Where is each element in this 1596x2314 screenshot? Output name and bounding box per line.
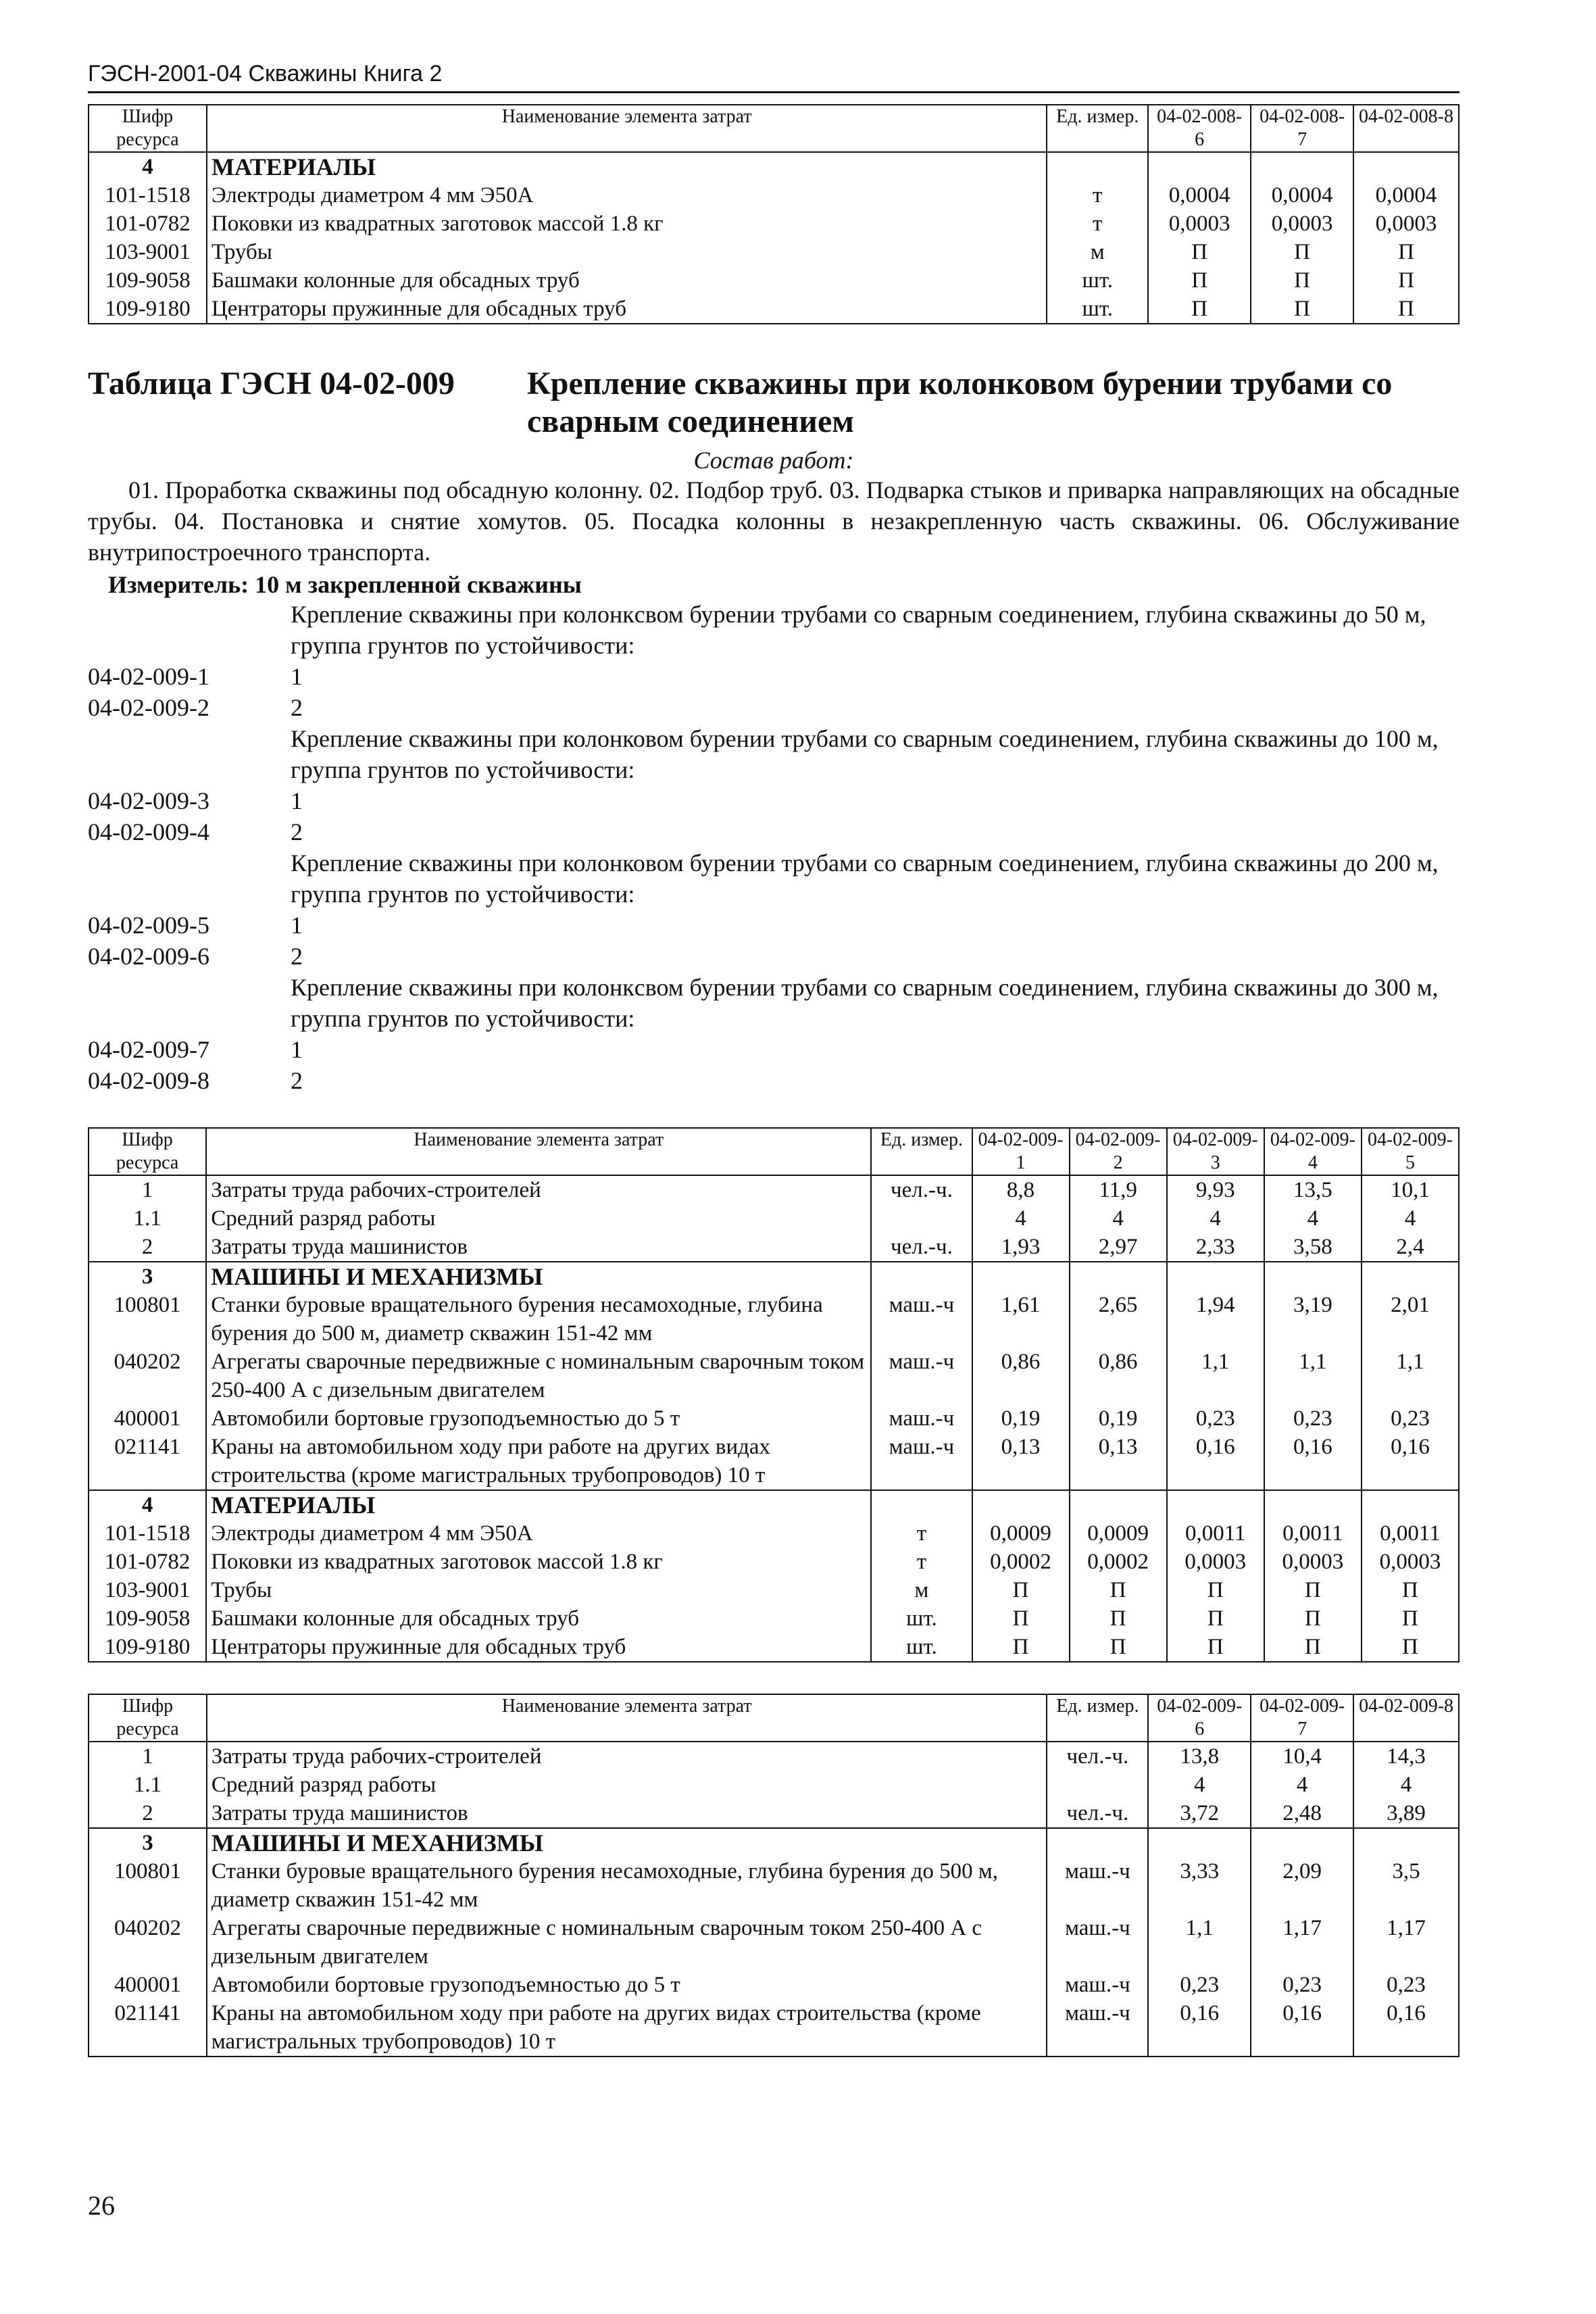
norm-value: 1,1 xyxy=(1167,1348,1264,1404)
cost-element-name: Автомобили бортовые грузоподъемностью до 5 т xyxy=(207,1971,1047,1999)
norm-code: 04-02-009-5 xyxy=(88,912,209,939)
norm-value xyxy=(1070,1262,1167,1291)
column-header: 04-02-009-8 xyxy=(1353,1694,1459,1742)
unit xyxy=(1047,152,1148,181)
norm-value: П xyxy=(1070,1576,1167,1604)
table-row xyxy=(89,238,1459,266)
table-row xyxy=(89,1999,1459,2057)
table-row xyxy=(89,1633,1459,1662)
cost-element-name: Станки буровые вращательного бурения несамоходные, глубина бурения до 500 м, диаметр скважин 151-42 мм xyxy=(207,1857,1047,1914)
column-header: Наименование элемента затрат xyxy=(207,105,1047,152)
table-row xyxy=(89,1771,1459,1799)
cost-element-name: Поковки из квадратных заготовок массой 1.8 кг xyxy=(207,210,1047,238)
resource-code: 1.1 xyxy=(89,1204,206,1233)
norm-value: 0,16 xyxy=(1362,1433,1459,1490)
unit: т xyxy=(1047,210,1148,238)
norm-value xyxy=(1264,1262,1362,1291)
sostav-label: Состав работ: xyxy=(693,447,854,474)
column-header: Наименование элемента затрат xyxy=(206,1128,871,1175)
column-header: 04-02-009-7 xyxy=(1251,1694,1353,1742)
norm-groups xyxy=(88,599,1460,1096)
resource-code: 109-9058 xyxy=(89,1604,206,1633)
table-row xyxy=(89,295,1459,324)
norm-value: П xyxy=(972,1576,1070,1604)
section-title xyxy=(88,365,1460,441)
works-list: 01. Проработка скважины под обсадную колонну. 02. Подбор труб. 03. Подварка стыков и приварка направляющих на обсадные трубы. 04. Постановка и снятие хомутов. 05. Посадка колонны в незакрепленную часть скважины. 06. Обслуживание внутрипостроечного транспорта. xyxy=(88,476,1460,566)
table-row xyxy=(89,1857,1459,1914)
norm-value: П xyxy=(1148,238,1251,266)
unit: т xyxy=(871,1519,972,1548)
norm-value: 3,72 xyxy=(1148,1799,1251,1828)
norm-value: 13,8 xyxy=(1148,1742,1251,1771)
norm-value: 9,93 xyxy=(1167,1175,1264,1204)
norm-value: 0,13 xyxy=(972,1433,1070,1490)
unit: т xyxy=(1047,181,1148,210)
table-title: Крепление скважины при колонковом бурении трубами со сварным соединением xyxy=(527,366,1393,439)
norm-value: 0,86 xyxy=(972,1348,1070,1404)
group-description: Крепление скважины при колонковом бурении трубами со сварным соединением, глубина скважины до 200 м, группа грунтов по устойчивости: xyxy=(291,850,1439,908)
norm-value: 0,19 xyxy=(1070,1404,1167,1433)
norm-value: 0,0003 xyxy=(1167,1548,1264,1576)
norm-value: 10,1 xyxy=(1362,1175,1459,1204)
table-row xyxy=(89,1519,1459,1548)
norm-value: 0,0004 xyxy=(1251,181,1353,210)
resource-code: 3 xyxy=(89,1828,207,1857)
table-row xyxy=(89,1914,1459,1971)
table-row xyxy=(89,1828,1459,1857)
column-header: Ед. измер. xyxy=(871,1128,972,1175)
norm-value: 1,1 xyxy=(1362,1348,1459,1404)
norm-value: П xyxy=(1264,1604,1362,1633)
norm-code-line xyxy=(88,1065,1460,1096)
norm-value: 2,97 xyxy=(1070,1233,1167,1262)
resource-code: 400001 xyxy=(89,1971,207,1999)
unit: маш.-ч xyxy=(871,1433,972,1490)
norm-value: 4 xyxy=(1264,1204,1362,1233)
norm-value: 0,0009 xyxy=(972,1519,1070,1548)
norm-value: П xyxy=(1251,266,1353,295)
column-header: 04-02-009-6 xyxy=(1148,1694,1251,1742)
soil-group: 2 xyxy=(291,694,303,721)
resource-code: 109-9180 xyxy=(89,295,207,324)
norm-value: П xyxy=(1353,295,1459,324)
resource-code: 101-1518 xyxy=(89,1519,206,1548)
column-header: Ед. измер. xyxy=(1047,1694,1148,1742)
cost-element-name: Башмаки колонные для обсадных труб xyxy=(206,1604,871,1633)
norm-value: П xyxy=(1251,238,1353,266)
table-row xyxy=(89,1291,1459,1348)
resource-table-009-1-5 xyxy=(88,1127,1460,1663)
norm-value xyxy=(1148,152,1251,181)
norm-code: 04-02-009-1 xyxy=(88,663,209,690)
column-header: 04-02-008-7 xyxy=(1251,105,1353,152)
cost-element-name: Агрегаты сварочные передвижные с номинальным сварочным током 250-400 А с дизельным двигателем xyxy=(206,1348,871,1404)
norm-value: 3,33 xyxy=(1148,1857,1251,1914)
resource-code: 100801 xyxy=(89,1857,207,1914)
norm-value: 1,1 xyxy=(1264,1348,1362,1404)
table-row xyxy=(89,1799,1459,1828)
norm-value: 0,0003 xyxy=(1251,210,1353,238)
norm-value xyxy=(1362,1262,1459,1291)
norm-value: 1,1 xyxy=(1148,1914,1251,1971)
unit: маш.-ч xyxy=(1047,1971,1148,1999)
norm-value: 2,4 xyxy=(1362,1233,1459,1262)
unit xyxy=(1047,1828,1148,1857)
unit: маш.-ч xyxy=(871,1291,972,1348)
norm-value: 0,0003 xyxy=(1148,210,1251,238)
norm-value: П xyxy=(972,1604,1070,1633)
norm-value: 0,0003 xyxy=(1362,1548,1459,1576)
norm-code-line xyxy=(88,816,1460,847)
table-row xyxy=(89,1404,1459,1433)
soil-group: 1 xyxy=(291,663,303,690)
cost-element-name: Центраторы пружинные для обсадных труб xyxy=(206,1633,871,1662)
norm-value xyxy=(1167,1490,1264,1519)
unit: шт. xyxy=(1047,295,1148,324)
norm-value: П xyxy=(1251,295,1353,324)
norm-value: 3,19 xyxy=(1264,1291,1362,1348)
table-row xyxy=(89,1233,1459,1262)
unit: шт. xyxy=(871,1604,972,1633)
norm-value: П xyxy=(1167,1576,1264,1604)
norm-value xyxy=(972,1262,1070,1291)
norm-code-line xyxy=(88,661,1460,692)
norm-value: П xyxy=(972,1633,1070,1662)
unit xyxy=(871,1262,972,1291)
norm-value xyxy=(1264,1490,1362,1519)
column-header: 04-02-009-4 xyxy=(1264,1128,1362,1175)
norm-code: 04-02-009-3 xyxy=(88,787,209,814)
column-header: Шифр ресурса xyxy=(89,1128,206,1175)
norm-value: 2,33 xyxy=(1167,1233,1264,1262)
norm-value: П xyxy=(1167,1604,1264,1633)
resource-code: 021141 xyxy=(89,1999,207,2057)
table-row xyxy=(89,1433,1459,1490)
cost-element-name: Краны на автомобильном ходу при работе на других видах строительства (кроме магистральных трубопроводов) 10 т xyxy=(206,1433,871,1490)
table-row xyxy=(89,1490,1459,1519)
table-row xyxy=(89,1742,1459,1771)
norm-value: П xyxy=(1148,266,1251,295)
norm-value: 0,16 xyxy=(1251,1999,1353,2057)
resource-code: 4 xyxy=(89,152,207,181)
unit: маш.-ч xyxy=(1047,1857,1148,1914)
norm-value: 1,17 xyxy=(1251,1914,1353,1971)
norm-value: 0,23 xyxy=(1148,1971,1251,1999)
resource-code: 021141 xyxy=(89,1433,206,1490)
resource-code: 1 xyxy=(89,1175,206,1204)
table-row xyxy=(89,1548,1459,1576)
norm-value: 0,0009 xyxy=(1070,1519,1167,1548)
column-header: Шифр ресурса xyxy=(89,1694,207,1742)
cost-element-name: Поковки из квадратных заготовок массой 1.8 кг xyxy=(206,1548,871,1576)
resource-code: 2 xyxy=(89,1233,206,1262)
column-header: Наименование элемента затрат xyxy=(207,1694,1047,1742)
norm-value: 4 xyxy=(1353,1771,1459,1799)
unit: шт. xyxy=(1047,266,1148,295)
cost-element-name: МАТЕРИАЛЫ xyxy=(207,152,1047,181)
norm-value: 0,0011 xyxy=(1264,1519,1362,1548)
table-row xyxy=(89,1576,1459,1604)
unit: чел.-ч. xyxy=(871,1233,972,1262)
cost-element-name: Затраты труда машинистов xyxy=(207,1799,1047,1828)
cost-element-name: МАШИНЫ И МЕХАНИЗМЫ xyxy=(207,1828,1047,1857)
cost-element-name: Затраты труда машинистов xyxy=(206,1233,871,1262)
norm-value: 13,5 xyxy=(1264,1175,1362,1204)
column-header: 04-02-009-2 xyxy=(1070,1128,1167,1175)
group-description: Крепление скважины при колонкcвом бурении трубами со сварным соединением, глубина скважины до 300 м, группа грунтов по устойчивости: xyxy=(291,974,1439,1032)
norm-value xyxy=(1167,1262,1264,1291)
unit: т xyxy=(871,1548,972,1576)
unit: маш.-ч xyxy=(871,1404,972,1433)
header-row xyxy=(89,1694,1459,1742)
norm-value: 0,23 xyxy=(1167,1404,1264,1433)
norm-value: 14,3 xyxy=(1353,1742,1459,1771)
unit xyxy=(871,1204,972,1233)
norm-value: 0,0004 xyxy=(1353,181,1459,210)
norm-value xyxy=(972,1490,1070,1519)
resource-code: 3 xyxy=(89,1262,206,1291)
norm-value: 1,94 xyxy=(1167,1291,1264,1348)
norm-value: 0,0011 xyxy=(1362,1519,1459,1548)
norm-value: 0,16 xyxy=(1264,1433,1362,1490)
unit: шт. xyxy=(871,1633,972,1662)
norm-value: 2,65 xyxy=(1070,1291,1167,1348)
norm-value: 4 xyxy=(972,1204,1070,1233)
norm-value: П xyxy=(1362,1604,1459,1633)
resource-code: 100801 xyxy=(89,1291,206,1348)
resource-code: 101-0782 xyxy=(89,1548,206,1576)
unit: чел.-ч. xyxy=(1047,1742,1148,1771)
table-label: Таблица ГЭСН 04-02-009 xyxy=(88,366,455,401)
norm-value: 1,61 xyxy=(972,1291,1070,1348)
unit: маш.-ч xyxy=(871,1348,972,1404)
norm-code-line xyxy=(88,1034,1460,1065)
norm-value: 0,13 xyxy=(1070,1433,1167,1490)
norm-value: 1,17 xyxy=(1353,1914,1459,1971)
norm-value: П xyxy=(1353,238,1459,266)
table-row xyxy=(89,266,1459,295)
norm-value: 3,89 xyxy=(1353,1799,1459,1828)
norm-value: 0,23 xyxy=(1264,1404,1362,1433)
resource-table-008 xyxy=(88,104,1460,324)
norm-code: 04-02-009-4 xyxy=(88,818,209,845)
norm-code-line xyxy=(88,941,1460,972)
soil-group: 1 xyxy=(291,787,303,814)
norm-value: П xyxy=(1148,295,1251,324)
norm-value: 0,19 xyxy=(972,1404,1070,1433)
norm-code: 04-02-009-8 xyxy=(88,1067,209,1094)
cost-element-name: Средний разряд работы xyxy=(206,1204,871,1233)
column-header: 04-02-009-3 xyxy=(1167,1128,1264,1175)
norm-value: 4 xyxy=(1362,1204,1459,1233)
unit: маш.-ч xyxy=(1047,1914,1148,1971)
cost-element-name: Затраты труда рабочих-строителей xyxy=(206,1175,871,1204)
norm-value: П xyxy=(1167,1633,1264,1662)
cost-element-name: Центраторы пружинные для обсадных труб xyxy=(207,295,1047,324)
norm-value: 4 xyxy=(1070,1204,1167,1233)
column-header: 04-02-008-6 xyxy=(1148,105,1251,152)
cost-element-name: Агрегаты сварочные передвижные с номинальным сварочным током 250-400 А с дизельным двигателем xyxy=(207,1914,1047,1971)
soil-group: 2 xyxy=(291,1067,303,1094)
norm-value: 0,0003 xyxy=(1264,1548,1362,1576)
page xyxy=(88,61,1460,2057)
norm-value: 0,23 xyxy=(1353,1971,1459,1999)
cost-element-name: Башмаки колонные для обсадных труб xyxy=(207,266,1047,295)
unit: м xyxy=(1047,238,1148,266)
cost-element-name: Средний разряд работы xyxy=(207,1771,1047,1799)
soil-group: 1 xyxy=(291,912,303,939)
norm-code: 04-02-009-6 xyxy=(88,943,209,970)
norm-value xyxy=(1070,1490,1167,1519)
norm-value: П xyxy=(1264,1576,1362,1604)
norm-value: 0,23 xyxy=(1362,1404,1459,1433)
norm-value: П xyxy=(1362,1633,1459,1662)
unit xyxy=(1047,1771,1148,1799)
norm-value: 11,9 xyxy=(1070,1175,1167,1204)
norm-value: 2,01 xyxy=(1362,1291,1459,1348)
header-row xyxy=(89,1128,1459,1175)
norm-value: П xyxy=(1353,266,1459,295)
unit xyxy=(871,1490,972,1519)
resource-code: 1 xyxy=(89,1742,207,1771)
norm-code: 04-02-009-2 xyxy=(88,694,209,721)
table-row xyxy=(89,1204,1459,1233)
norm-value xyxy=(1353,1828,1459,1857)
resource-code: 2 xyxy=(89,1799,207,1828)
resource-code: 109-9180 xyxy=(89,1633,206,1662)
table-row xyxy=(89,1175,1459,1204)
norm-value: П xyxy=(1070,1604,1167,1633)
norm-value xyxy=(1353,152,1459,181)
cost-element-name: МАШИНЫ И МЕХАНИЗМЫ xyxy=(206,1262,871,1291)
table-row xyxy=(89,181,1459,210)
cost-element-name: Электроды диаметром 4 мм Э50А xyxy=(206,1519,871,1548)
norm-value xyxy=(1251,1828,1353,1857)
unit: маш.-ч xyxy=(1047,1999,1148,2057)
meter: Измеритель: 10 м закрепленной скважины xyxy=(108,571,582,598)
cost-element-name: Станки буровые вращательного бурения несамоходные, глубина бурения до 500 м, диаметр скважин 151-42 мм xyxy=(206,1291,871,1348)
norm-value: 3,58 xyxy=(1264,1233,1362,1262)
norm-value: 4 xyxy=(1167,1204,1264,1233)
resource-code: 4 xyxy=(89,1490,206,1519)
norm-value: 0,0004 xyxy=(1148,181,1251,210)
resource-code: 400001 xyxy=(89,1404,206,1433)
unit: чел.-ч. xyxy=(1047,1799,1148,1828)
norm-value xyxy=(1251,152,1353,181)
norm-value: 8,8 xyxy=(972,1175,1070,1204)
cost-element-name: Затраты труда рабочих-строителей xyxy=(207,1742,1047,1771)
table-row xyxy=(89,152,1459,181)
norm-value: 10,4 xyxy=(1251,1742,1353,1771)
resource-code: 109-9058 xyxy=(89,266,207,295)
column-header: Ед. измер. xyxy=(1047,105,1148,152)
norm-code-line xyxy=(88,692,1460,723)
unit: м xyxy=(871,1576,972,1604)
cost-element-name: Электроды диаметром 4 мм Э50А xyxy=(207,181,1047,210)
norm-value: 0,16 xyxy=(1148,1999,1251,2057)
norm-value xyxy=(1148,1828,1251,1857)
soil-group: 2 xyxy=(291,818,303,845)
norm-value: 0,16 xyxy=(1353,1999,1459,2057)
table-row xyxy=(89,1604,1459,1633)
norm-value: 0,0002 xyxy=(1070,1548,1167,1576)
resource-code: 103-9001 xyxy=(89,1576,206,1604)
table-row xyxy=(89,1348,1459,1404)
norm-value: П xyxy=(1264,1633,1362,1662)
norm-value: 2,48 xyxy=(1251,1799,1353,1828)
column-header: 04-02-009-5 xyxy=(1362,1128,1459,1175)
resource-code: 101-0782 xyxy=(89,210,207,238)
norm-code-line xyxy=(88,910,1460,941)
resource-code: 040202 xyxy=(89,1914,207,1971)
norm-value xyxy=(1362,1490,1459,1519)
norm-value: П xyxy=(1070,1633,1167,1662)
column-header: Шифр ресурса xyxy=(89,105,207,152)
norm-value: 1,93 xyxy=(972,1233,1070,1262)
running-header: ГЭСН-2001-04 Скважины Книга 2 xyxy=(88,61,1460,93)
cost-element-name: МАТЕРИАЛЫ xyxy=(206,1490,871,1519)
group-description: Крепление скважины при колонковом бурении трубами со сварным соединением, глубина скважины до 100 м, группа грунтов по устойчивости: xyxy=(291,725,1439,783)
norm-value: 0,0011 xyxy=(1167,1519,1264,1548)
column-header: 04-02-008-8 xyxy=(1353,105,1459,152)
table-row xyxy=(89,210,1459,238)
unit: чел.-ч. xyxy=(871,1175,972,1204)
norm-value: 0,0003 xyxy=(1353,210,1459,238)
soil-group: 1 xyxy=(291,1036,303,1063)
soil-group: 2 xyxy=(291,943,303,970)
page-number: 26 xyxy=(88,2190,115,2221)
table-row xyxy=(89,1971,1459,1999)
header-row xyxy=(89,105,1459,152)
cost-element-name: Трубы xyxy=(206,1576,871,1604)
cost-element-name: Трубы xyxy=(207,238,1047,266)
norm-value: 4 xyxy=(1148,1771,1251,1799)
resource-code: 103-9001 xyxy=(89,238,207,266)
resource-code: 101-1518 xyxy=(89,181,207,210)
table-row xyxy=(89,1262,1459,1291)
resource-code: 1.1 xyxy=(89,1771,207,1799)
norm-value: 4 xyxy=(1251,1771,1353,1799)
norm-code-line xyxy=(88,785,1460,816)
norm-value: 0,16 xyxy=(1167,1433,1264,1490)
norm-value: 0,86 xyxy=(1070,1348,1167,1404)
resource-code: 040202 xyxy=(89,1348,206,1404)
resource-table-009-6-8 xyxy=(88,1694,1460,2057)
norm-code: 04-02-009-7 xyxy=(88,1036,209,1063)
cost-element-name: Автомобили бортовые грузоподъемностью до 5 т xyxy=(206,1404,871,1433)
norm-value: 0,23 xyxy=(1251,1971,1353,1999)
norm-value: 0,0002 xyxy=(972,1548,1070,1576)
column-header: 04-02-009-1 xyxy=(972,1128,1070,1175)
cost-element-name: Краны на автомобильном ходу при работе на других видах строительства (кроме магистральных трубопроводов) 10 т xyxy=(207,1999,1047,2057)
group-description: Крепление скважины при колонкcвом бурении трубами со сварным соединением, глубина скважины до 50 м, группа грунтов по устойчивости: xyxy=(291,601,1426,659)
norm-value: П xyxy=(1362,1576,1459,1604)
norm-value: 2,09 xyxy=(1251,1857,1353,1914)
norm-value: 3,5 xyxy=(1353,1857,1459,1914)
